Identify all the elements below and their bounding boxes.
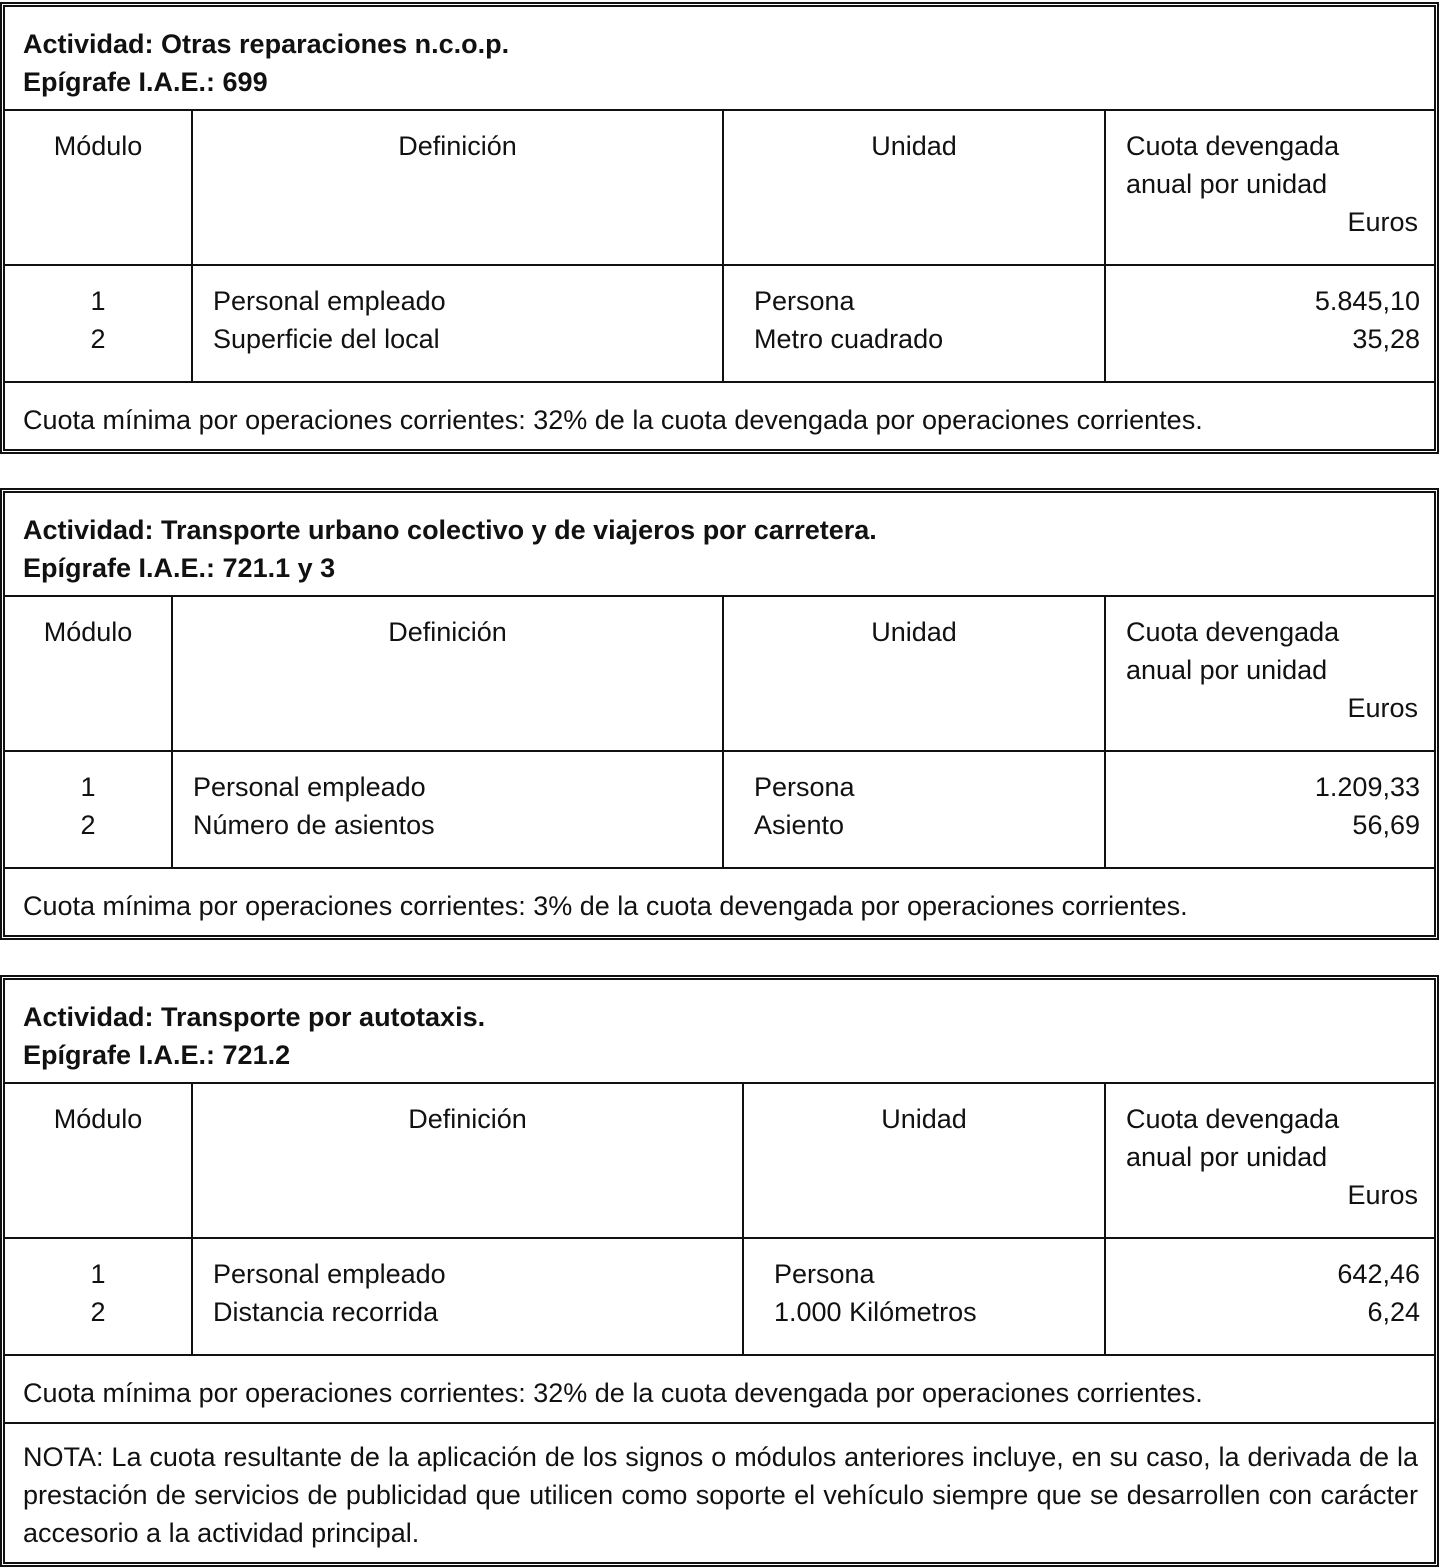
actividad-label: Actividad: Transporte urbano colectivo y de viajeros por carretera. [23,515,877,545]
module-value: 35,28 [1352,324,1420,354]
header-definicion: Definición [172,596,723,751]
header-cuota-euros: Euros [1347,693,1418,723]
table-row [5,1238,1434,1355]
module-number: 1 [90,1259,106,1289]
header-cuota-line2: anual por unidad [1126,1142,1328,1172]
module-value: 6,24 [1367,1297,1420,1327]
cuota-minima: Cuota mínima por operaciones corrientes: 32% de la cuota devengada por operaciones corrientes. [5,1355,1434,1423]
module-definition: Personal empleado [213,286,446,316]
module-unit: Persona [754,286,855,316]
module-unit: 1.000 Kilómetros [774,1297,977,1327]
table-row [5,751,1434,868]
module-number: 1 [90,286,106,316]
header-cuota-line1: Cuota devengada [1126,617,1340,647]
module-number: 2 [90,1297,106,1327]
header-cuota-line1: Cuota devengada [1126,1104,1340,1134]
header-unidad: Unidad [723,596,1105,751]
header-cuota [1105,596,1434,751]
module-unit: Persona [754,772,855,802]
header-definicion: Definición [192,110,723,265]
header-cuota [1105,1083,1434,1238]
activity-title [5,493,1434,596]
module-definition: Superficie del local [213,324,440,354]
table-row [5,265,1434,382]
module-definition: Personal empleado [193,772,426,802]
cuota-minima: Cuota mínima por operaciones corrientes: 3% de la cuota devengada por operaciones corrientes. [5,868,1434,935]
header-cuota-line2: anual por unidad [1126,655,1328,685]
header-modulo: Módulo [5,110,192,265]
header-unidad: Unidad [723,110,1105,265]
header-cuota-euros: Euros [1347,1180,1418,1210]
module-value: 1.209,33 [1314,772,1420,802]
module-value: 5.845,10 [1314,286,1420,316]
header-cuota-line2: anual por unidad [1126,169,1328,199]
module-unit: Persona [774,1259,875,1289]
header-definicion: Definición [192,1083,743,1238]
nota-paragraph: NOTA: La cuota resultante de la aplicación de los signos o módulos anteriores incluye, en su caso, la derivada de la prestación de servicios de publicidad que utilicen como soporte el vehículo siempre que se desarrollen con carácter accesorio a la actividad principal. [5,1423,1434,1562]
epigrafe-label: Epígrafe I.A.E.: 699 [23,67,268,97]
epigrafe-label: Epígrafe I.A.E.: 721.2 [23,1040,291,1070]
header-cuota-line1: Cuota devengada [1126,131,1340,161]
module-number: 1 [80,772,96,802]
header-unidad: Unidad [743,1083,1105,1238]
activity-table-721-2 [0,975,1439,1567]
module-definition: Personal empleado [213,1259,446,1289]
module-number: 2 [80,810,96,840]
header-modulo: Módulo [5,1083,192,1238]
header-cuota [1105,110,1434,265]
actividad-label: Actividad: Otras reparaciones n.c.o.p. [23,29,510,59]
activity-table-699 [0,2,1439,454]
module-definition: Distancia recorrida [213,1297,439,1327]
module-value: 642,46 [1337,1259,1420,1289]
module-unit: Asiento [754,810,845,840]
header-cuota-euros: Euros [1347,207,1418,237]
header-modulo: Módulo [5,596,172,751]
actividad-label: Actividad: Transporte por autotaxis. [23,1002,486,1032]
cuota-minima: Cuota mínima por operaciones corrientes: 32% de la cuota devengada por operaciones corrientes. [5,382,1434,449]
epigrafe-label: Epígrafe I.A.E.: 721.1 y 3 [23,553,336,583]
activity-title [5,980,1434,1083]
module-number: 2 [90,324,106,354]
module-definition: Número de asientos [193,810,435,840]
activity-title [5,7,1434,110]
module-value: 56,69 [1352,810,1420,840]
activity-table-721-1 [0,488,1439,940]
module-unit: Metro cuadrado [754,324,944,354]
